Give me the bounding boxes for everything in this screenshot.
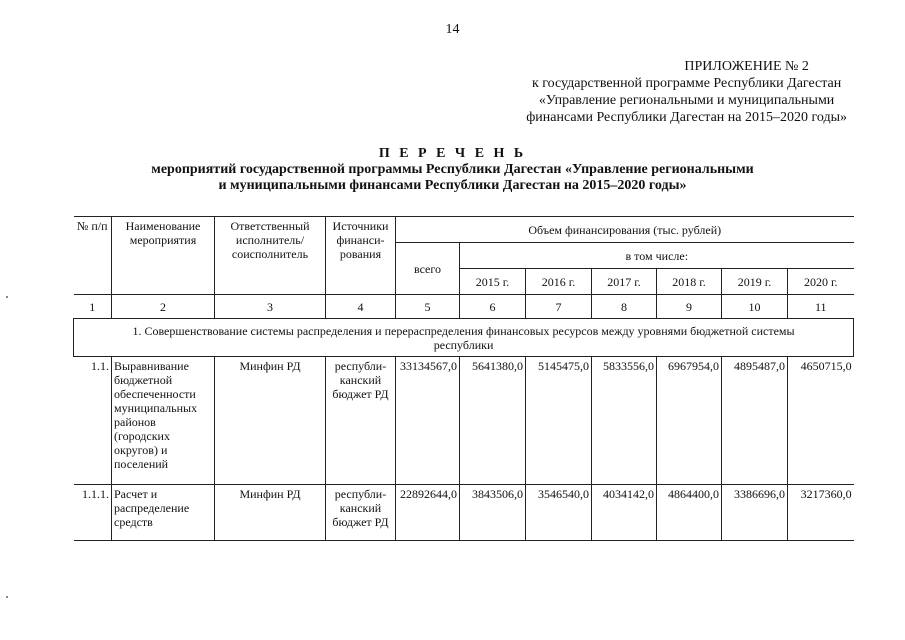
row-value: 5833556,0 <box>592 357 657 485</box>
column-number: 6 <box>460 295 526 319</box>
heading-line: и муниципальными финансами Республики Дагестан на 2015–2020 годы» <box>218 178 687 193</box>
table-row <box>74 357 854 485</box>
row-executor: Минфин РД <box>215 485 326 541</box>
scan-speck <box>6 296 8 298</box>
column-number: 5 <box>396 295 460 319</box>
row-num: 1.1. <box>74 357 112 485</box>
row-name: Выравнивание бюджетной обеспеченности муниципальных районов (городских округов) и поселений <box>112 357 215 485</box>
heading-title: П Е Р Е Ч Е Н Ь <box>378 146 527 161</box>
row-value: 6967954,0 <box>657 357 722 485</box>
section-title: 1. Совершенствование системы распределения и перераспределения финансовых ресурсов между уровнями бюджетной системы республики <box>74 319 854 357</box>
header-num: № п/п <box>74 217 112 295</box>
row-total: 33134567,0 <box>396 357 460 485</box>
column-number: 9 <box>657 295 722 319</box>
header-sources: Источники финанси- рования <box>326 217 396 295</box>
column-number: 4 <box>326 295 396 319</box>
row-value: 4650715,0 <box>788 357 854 485</box>
heading-line: мероприятий государственной программы Республики Дагестан «Управление региональными <box>151 162 754 177</box>
document-heading <box>0 146 905 194</box>
row-value: 5145475,0 <box>526 357 592 485</box>
row-source: республи- канский бюджет РД <box>326 357 396 485</box>
row-executor: Минфин РД <box>215 357 326 485</box>
row-name: Расчет и распределение средств <box>112 485 215 541</box>
row-value: 5641380,0 <box>460 357 526 485</box>
row-source: республи- канский бюджет РД <box>326 485 396 541</box>
header-year: 2018 г. <box>657 269 722 295</box>
header-including: в том числе: <box>460 243 854 269</box>
row-value: 4864400,0 <box>657 485 722 541</box>
row-num: 1.1.1. <box>74 485 112 541</box>
row-value: 3546540,0 <box>526 485 592 541</box>
header-year: 2019 г. <box>722 269 788 295</box>
row-value: 4895487,0 <box>722 357 788 485</box>
header-year: 2017 г. <box>592 269 657 295</box>
scan-speck <box>6 596 8 598</box>
appendix-line: финансами Республики Дагестан на 2015–2020 годы» <box>526 110 847 125</box>
header-year: 2015 г. <box>460 269 526 295</box>
column-number: 1 <box>74 295 112 319</box>
header-year: 2016 г. <box>526 269 592 295</box>
page-number: 14 <box>445 22 460 37</box>
activities-table <box>73 216 854 541</box>
header-total: всего <box>396 243 460 295</box>
header-executor: Ответственный исполнитель/ соисполнитель <box>215 217 326 295</box>
column-number: 7 <box>526 295 592 319</box>
column-number: 10 <box>722 295 788 319</box>
header-name: Наименование мероприятия <box>112 217 215 295</box>
row-total: 22892644,0 <box>396 485 460 541</box>
appendix-title: ПРИЛОЖЕНИЕ № 2 <box>684 59 809 74</box>
row-value: 3217360,0 <box>788 485 854 541</box>
header-year: 2020 г. <box>788 269 854 295</box>
column-number: 2 <box>112 295 215 319</box>
appendix-line: к государственной программе Республики Дагестан <box>531 76 842 91</box>
column-number: 3 <box>215 295 326 319</box>
header-volume: Объем финансирования (тыс. рублей) <box>396 217 854 243</box>
column-number: 8 <box>592 295 657 319</box>
appendix-line: «Управление региональными и муниципальными <box>538 93 835 108</box>
table-row <box>74 485 854 541</box>
row-value: 3386696,0 <box>722 485 788 541</box>
appendix-block <box>526 58 847 126</box>
row-value: 4034142,0 <box>592 485 657 541</box>
column-number: 11 <box>788 295 854 319</box>
row-value: 3843506,0 <box>460 485 526 541</box>
